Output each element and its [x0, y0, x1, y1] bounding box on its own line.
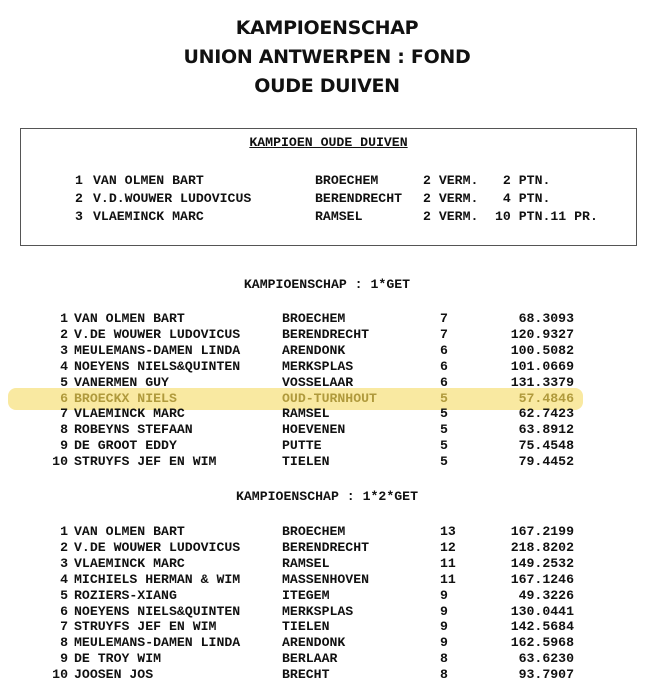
table-row	[48, 406, 588, 422]
cell-name: JOOSEN JOS	[74, 667, 154, 683]
cell-place: BERLAAR	[282, 651, 338, 667]
cell-rank: 2	[60, 539, 68, 555]
ptn: 10 PTN.11 PR.	[495, 209, 598, 224]
champion-box	[20, 128, 637, 246]
table-row	[48, 556, 588, 572]
cell-n: 9	[440, 587, 448, 603]
cell-name: NOEYENS NIELS&QUINTEN	[74, 358, 241, 374]
title-line-2: UNION ANTWERPEN : FOND	[183, 46, 471, 68]
cell-name: DE GROOT EDDY	[74, 438, 177, 454]
cell-place: ARENDONK	[282, 342, 346, 358]
cell-place: VOSSELAAR	[282, 374, 354, 390]
cell-n: 12	[440, 539, 456, 555]
cell-n: 11	[440, 571, 456, 587]
cell-n: 5	[440, 454, 448, 470]
cell-rank: 5	[60, 587, 68, 603]
cell-n: 5	[440, 438, 448, 454]
cell-place: BROECHEM	[282, 311, 346, 326]
cell-rank: 3	[60, 342, 68, 358]
ptn: 2 PTN.	[495, 173, 551, 188]
table-row	[48, 391, 588, 407]
cell-name: MEULEMANS-DAMEN LINDA	[74, 635, 241, 651]
cell-place: OUD-TURNHOUT	[282, 390, 377, 406]
name: V.D.WOUWER LUDOVICUS	[93, 191, 252, 206]
cell-place: TIELEN	[282, 454, 330, 470]
cell-n: 7	[440, 311, 448, 326]
rank: 3	[75, 209, 83, 224]
cell-rank: 6	[60, 603, 68, 619]
cell-pts: 130.0441	[510, 603, 574, 619]
section1-title: KAMPIOENSCHAP : 1*GET	[243, 277, 411, 292]
cell-place: MERKSPLAS	[282, 358, 354, 374]
table-row	[48, 327, 588, 343]
table-row	[48, 651, 588, 667]
cell-rank: 7	[60, 619, 68, 635]
cell-n: 5	[440, 422, 448, 438]
cell-rank: 8	[60, 635, 68, 651]
cell-n: 5	[440, 390, 448, 406]
table-row	[48, 540, 588, 556]
cell-n: 8	[440, 651, 448, 667]
cell-name: V.DE WOUWER LUDOVICUS	[74, 539, 241, 555]
table-row	[48, 359, 588, 375]
cell-pts: 93.7907	[518, 667, 574, 683]
table-row	[48, 667, 588, 683]
cell-pts: 63.8912	[518, 422, 574, 438]
cell-rank: 10	[52, 667, 68, 683]
cell-name: VLAEMINCK MARC	[74, 555, 185, 571]
title-line-3: OUDE DUIVEN	[254, 75, 400, 97]
cell-rank: 1	[60, 311, 68, 326]
cell-place: BERENDRECHT	[282, 326, 370, 342]
table-row	[48, 438, 588, 454]
cell-n: 6	[440, 358, 448, 374]
cell-pts: 167.1246	[510, 571, 574, 587]
cell-rank: 10	[52, 454, 68, 470]
cell-rank: 1	[60, 524, 68, 539]
cell-rank: 5	[60, 374, 68, 390]
cell-name: STRUYFS JEF EN WIM	[74, 454, 217, 470]
cell-n: 7	[440, 326, 448, 342]
cell-n: 9	[440, 603, 448, 619]
cell-rank: 9	[60, 651, 68, 667]
table-row	[48, 635, 588, 651]
cell-place: HOEVENEN	[282, 422, 346, 438]
place: BROECHEM	[315, 173, 379, 188]
cell-pts: 167.2199	[510, 524, 574, 539]
cell-pts: 218.8202	[510, 539, 574, 555]
verm: 2 VERM.	[423, 173, 479, 188]
cell-name: VLAEMINCK MARC	[74, 406, 185, 422]
cell-name: NOEYENS NIELS&QUINTEN	[74, 603, 241, 619]
section2-title: KAMPIOENSCHAP : 1*2*GET	[235, 489, 419, 504]
cell-n: 9	[440, 635, 448, 651]
cell-n: 11	[440, 555, 456, 571]
cell-place: BROECHEM	[282, 524, 346, 539]
cell-name: ROZIERS-XIANG	[74, 587, 177, 603]
cell-rank: 9	[60, 438, 68, 454]
cell-pts: 62.7423	[518, 406, 574, 422]
cell-name: DE TROY WIM	[74, 651, 162, 667]
champion-row	[75, 190, 551, 208]
cell-rank: 6	[60, 390, 68, 406]
table-row	[48, 524, 588, 540]
champion-box-title: KAMPIOEN OUDE DUIVEN	[249, 135, 408, 150]
cell-n: 6	[440, 342, 448, 358]
cell-pts: 120.9327	[510, 326, 574, 342]
cell-pts: 57.4846	[518, 390, 574, 406]
cell-name: MICHIELS HERMAN & WIM	[74, 571, 241, 587]
verm: 2 VERM.	[423, 209, 479, 224]
cell-pts: 142.5684	[510, 619, 574, 635]
cell-n: 6	[440, 374, 448, 390]
cell-place: BRECHT	[282, 667, 330, 683]
cell-rank: 7	[60, 406, 68, 422]
cell-name: VANERMEN GUY	[74, 374, 169, 390]
cell-name: VAN OLMEN BART	[74, 524, 185, 539]
title-line-1: KAMPIOENSCHAP	[235, 17, 419, 39]
place: BERENDRECHT	[315, 191, 403, 206]
cell-rank: 8	[60, 422, 68, 438]
cell-name: V.DE WOUWER LUDOVICUS	[74, 326, 241, 342]
place: RAMSEL	[315, 209, 363, 224]
table-row	[48, 604, 588, 620]
cell-pts: 131.3379	[510, 374, 574, 390]
cell-pts: 49.3226	[518, 587, 574, 603]
cell-pts: 101.0669	[510, 358, 574, 374]
document-title	[0, 14, 654, 101]
table-row	[48, 454, 588, 470]
cell-rank: 4	[60, 571, 68, 587]
cell-pts: 162.5968	[510, 635, 574, 651]
cell-place: ITEGEM	[282, 587, 330, 603]
cell-n: 5	[440, 406, 448, 422]
cell-name: MEULEMANS-DAMEN LINDA	[74, 342, 241, 358]
champion-row	[75, 208, 598, 226]
cell-place: ARENDONK	[282, 635, 346, 651]
cell-place: RAMSEL	[282, 555, 330, 571]
table-row	[48, 375, 588, 391]
cell-rank: 4	[60, 358, 68, 374]
cell-pts: 79.4452	[518, 454, 574, 470]
cell-n: 8	[440, 667, 448, 683]
name: VAN OLMEN BART	[93, 173, 204, 188]
verm: 2 VERM.	[423, 191, 479, 206]
cell-rank: 2	[60, 326, 68, 342]
rank: 2	[75, 191, 83, 206]
table-row	[48, 343, 588, 359]
table-row	[48, 311, 588, 327]
cell-name: ROBEYNS STEFAAN	[74, 422, 193, 438]
cell-pts: 68.3093	[518, 311, 574, 326]
cell-rank: 3	[60, 555, 68, 571]
cell-place: MASSENHOVEN	[282, 571, 370, 587]
ptn: 4 PTN.	[495, 191, 551, 206]
rank: 1	[75, 173, 83, 188]
table-row	[48, 572, 588, 588]
cell-name: STRUYFS JEF EN WIM	[74, 619, 217, 635]
cell-pts: 100.5082	[510, 342, 574, 358]
table-row	[48, 422, 588, 438]
cell-n: 13	[440, 524, 456, 539]
champion-row	[75, 172, 551, 190]
cell-name: BROECKX NIELS	[74, 390, 177, 406]
cell-place: MERKSPLAS	[282, 603, 354, 619]
cell-pts: 149.2532	[510, 555, 574, 571]
cell-place: PUTTE	[282, 438, 322, 454]
table-row	[48, 619, 588, 635]
cell-place: BERENDRECHT	[282, 539, 370, 555]
cell-place: RAMSEL	[282, 406, 330, 422]
cell-name: VAN OLMEN BART	[74, 311, 185, 326]
cell-place: TIELEN	[282, 619, 330, 635]
cell-pts: 63.6230	[518, 651, 574, 667]
name: VLAEMINCK MARC	[93, 209, 204, 224]
table-row	[48, 588, 588, 604]
cell-pts: 75.4548	[518, 438, 574, 454]
cell-n: 9	[440, 619, 448, 635]
